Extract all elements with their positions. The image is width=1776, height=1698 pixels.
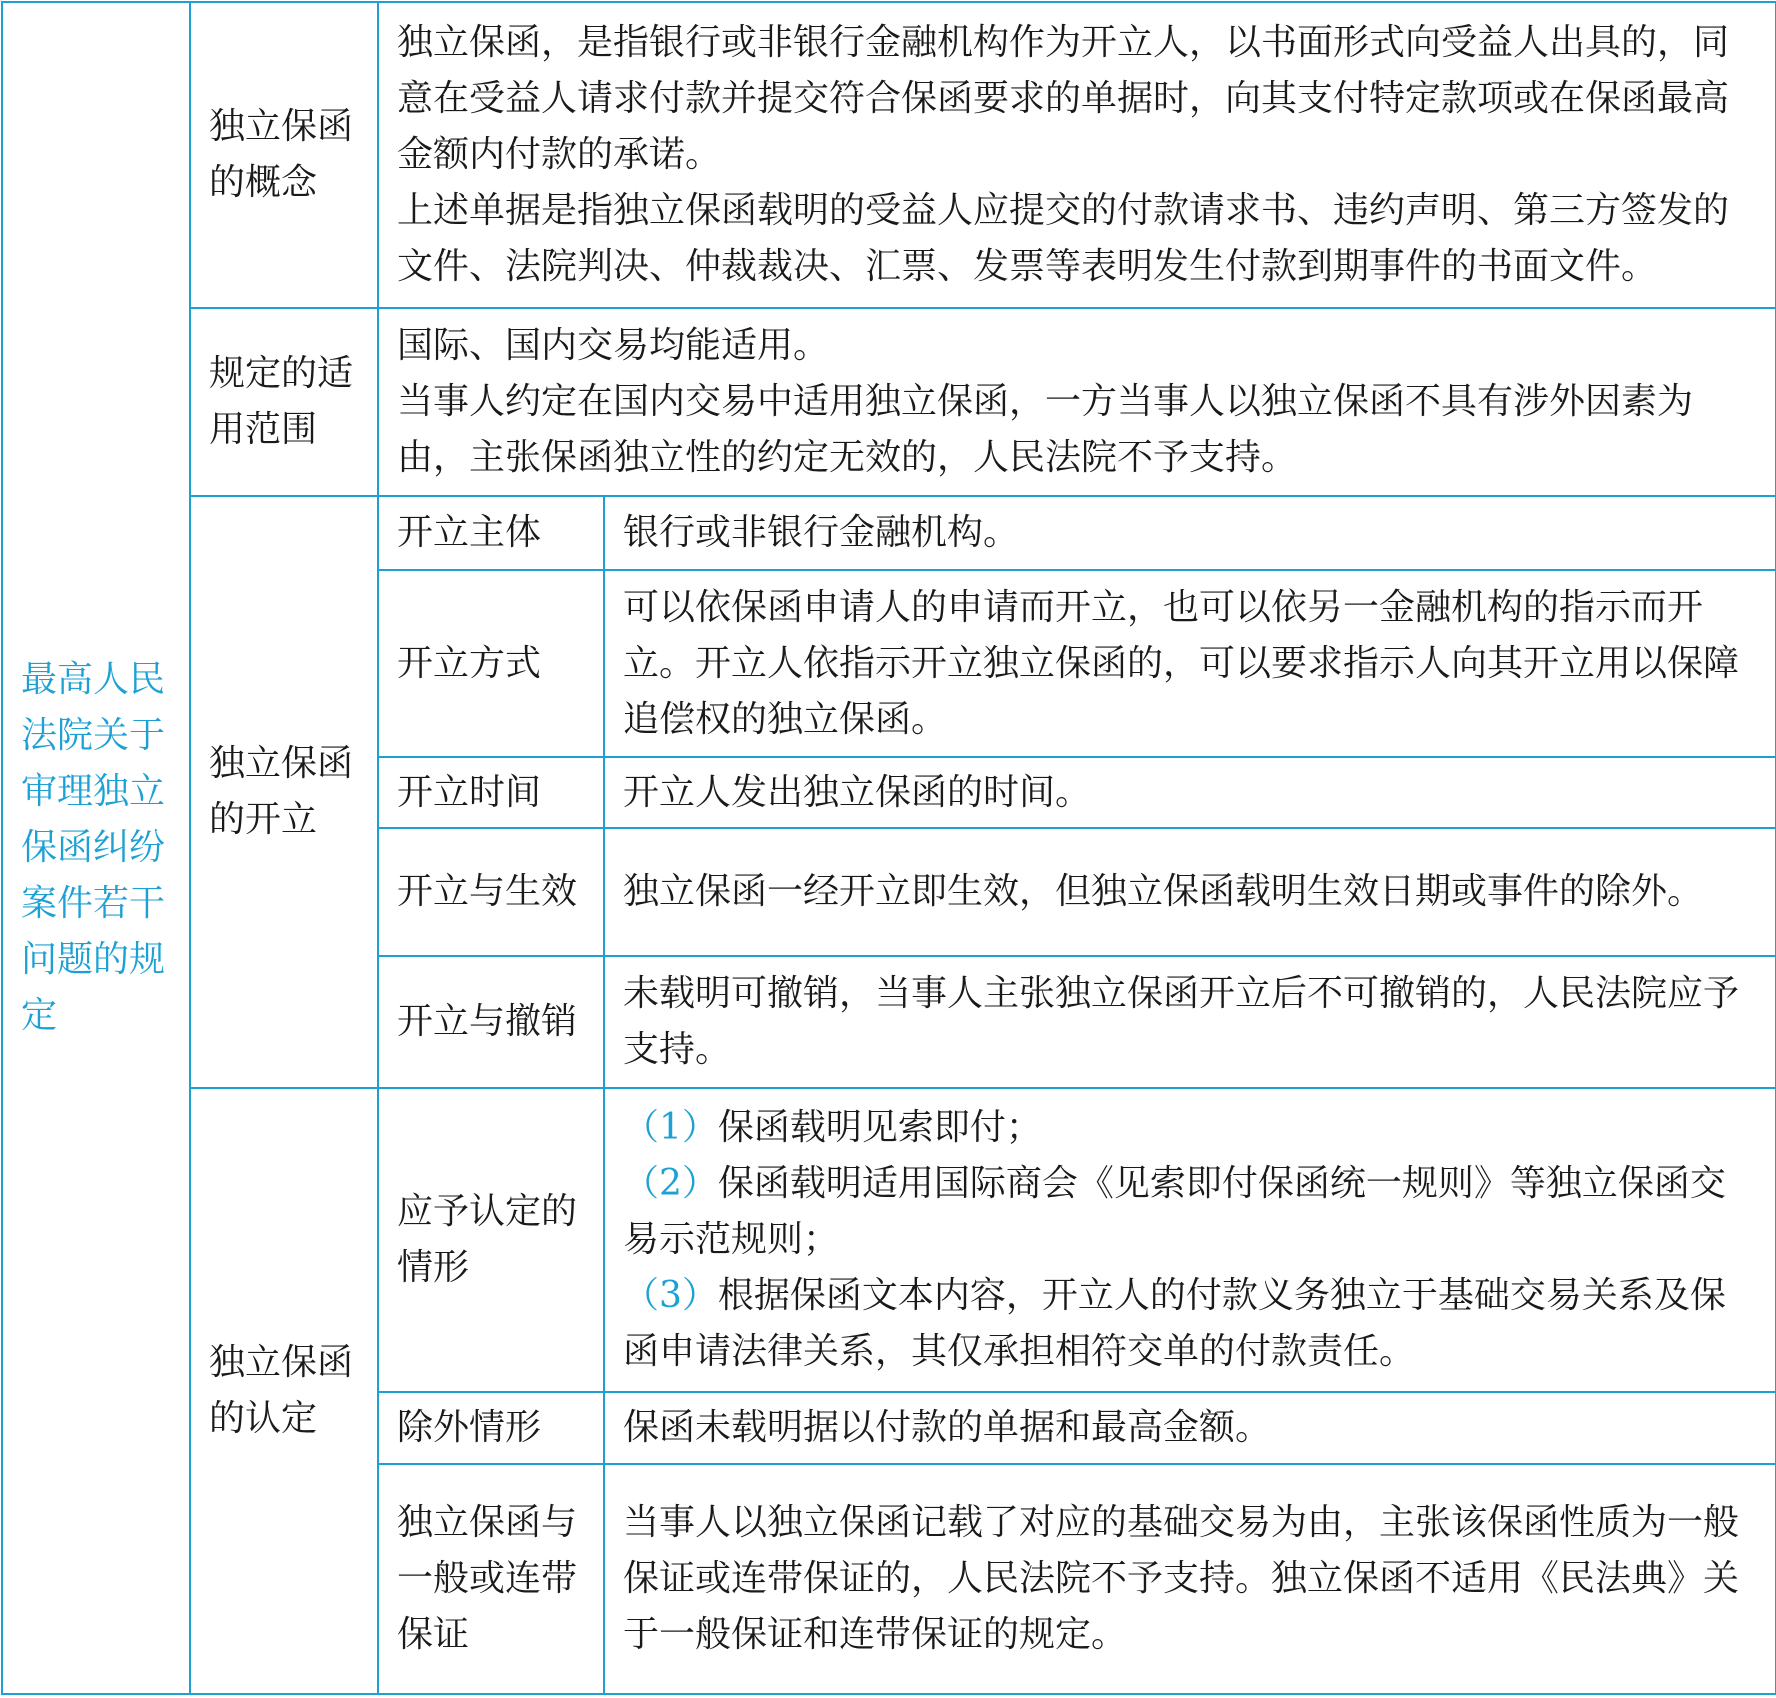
item-text: 保函载明适用国际商会《见索即付保函统一规则》等独立保函交易示范规则； [623,1163,1726,1260]
section-label-issuance: 独立保函的开立 [190,496,378,1088]
list-item [623,1156,1757,1268]
row-scope [2,308,1776,496]
sub-label: 除外情形 [378,1392,604,1464]
item-number: （1） [623,1107,718,1148]
list-item [623,1100,1757,1156]
section-label-scope: 规定的适用范围 [190,308,378,496]
sub-label: 开立主体 [378,496,604,570]
sub-content: 银行或非银行金融机构。 [604,496,1776,570]
sub-label: 独立保函与一般或连带保证 [378,1464,604,1694]
item-number: （2） [623,1163,718,1204]
sub-label: 开立与生效 [378,828,604,956]
sub-content: 开立人发出独立保函的时间。 [604,757,1776,828]
item-text: 根据保函文本内容，开立人的付款义务独立于基础交易关系及保函申请法律关系，其仅承担相符交单的付款责任。 [623,1275,1726,1372]
sub-label: 开立方式 [378,570,604,757]
row-issuance-subject [2,496,1776,570]
item-number: （3） [623,1275,718,1316]
sub-label: 开立时间 [378,757,604,828]
section-label-concept: 独立保函的概念 [190,2,378,308]
sub-content: 保函未载明据以付款的单据和最高金额。 [604,1392,1776,1464]
regulation-title: 最高人民法院关于审理独立保函纠纷案件若干问题的规定 [2,2,190,1694]
regulation-table [1,1,1776,1695]
list-item [623,1268,1757,1380]
concept-paragraph: 独立保函，是指银行或非银行金融机构作为开立人，以书面形式向受益人出具的，同意在受益人请求付款并提交符合保函要求的单据时，向其支付特定款项或在保函最高金额内付款的承诺。 [397,22,1730,175]
sub-content: 可以依保函申请人的申请而开立，也可以依另一金融机构的指示而开立。开立人依指示开立独立保函的，可以要求指示人向其开立用以保障追偿权的独立保函。 [604,570,1776,757]
section-label-recognition: 独立保函的认定 [190,1088,378,1694]
section-content-concept [378,2,1776,308]
concept-paragraph: 上述单据是指独立保函载明的受益人应提交的付款请求书、违约声明、第三方签发的文件、法院判决、仲裁裁决、汇票、发票等表明发生付款到期事件的书面文件。 [397,190,1730,287]
sub-label: 应予认定的情形 [378,1088,604,1392]
row-recognition-cases [2,1088,1776,1392]
scope-paragraph: 当事人约定在国内交易中适用独立保函，一方当事人以独立保函不具有涉外因素为由，主张保函独立性的约定无效的，人民法院不予支持。 [397,381,1694,478]
sub-label: 开立与撤销 [378,956,604,1088]
sub-content [604,1088,1776,1392]
sub-content: 未载明可撤销，当事人主张独立保函开立后不可撤销的，人民法院应予支持。 [604,956,1776,1088]
sub-content: 当事人以独立保函记载了对应的基础交易为由，主张该保函性质为一般保证或连带保证的，人民法院不予支持。独立保函不适用《民法典》关于一般保证和连带保证的规定。 [604,1464,1776,1694]
section-content-scope [378,308,1776,496]
scope-paragraph: 国际、国内交易均能适用。 [397,325,830,366]
sub-content: 独立保函一经开立即生效，但独立保函载明生效日期或事件的除外。 [604,828,1776,956]
row-concept [2,2,1776,308]
item-text: 保函载明见索即付； [717,1107,1042,1148]
